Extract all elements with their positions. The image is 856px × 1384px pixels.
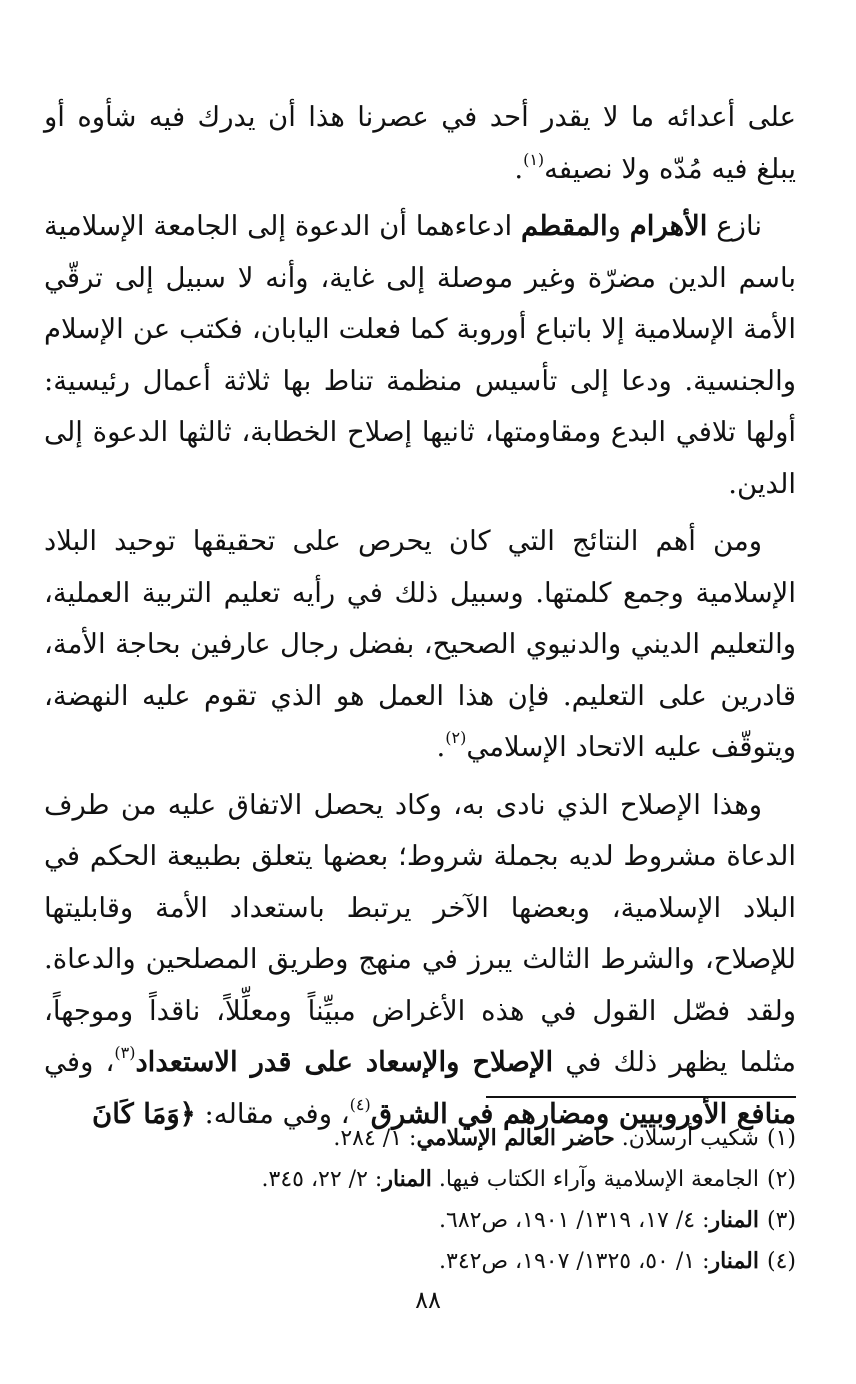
text-run: ، وفي مقاله:	[195, 1097, 350, 1130]
text-run: ، وفي	[44, 1046, 115, 1078]
text-run: ومن أهم النتائج التي كان يحرص على تحقيقها توحيد البلاد الإسلامية وجمع كلمتها. وسبيل ذلك في رأيه تعليم التربية العملية، والتعليم الديني والدنيوي الصحيح، بفضل رجال عارفين بحاجة الأمة، قادرين على التعليم. فإن هذا العمل هو الذي تقوم عليه النهضة، ويتوقّف عليه الاتحاد الإسلامي	[44, 525, 796, 763]
body-text	[44, 92, 796, 1140]
footnote-number: (٢)	[766, 1167, 796, 1192]
paragraph-2	[44, 201, 796, 510]
book-page	[44, 92, 796, 1140]
footnote-1	[44, 1118, 796, 1159]
footnote-ref-4[interactable]: (٤)	[349, 1094, 371, 1114]
text-run: نازع	[707, 210, 762, 242]
text-run: وهذا الإصلاح الذي نادى به، وكاد يحصل الاتفاق عليه من طرف الدعاة مشروط لديه بجملة شروط؛ بعضها يتعلق بطبيعة الحكم في البلاد الإسلامية، وبعضها الآخر يرتبط باستعداد الأمة وقابليتها للإصلاح، والشرط الثالث يبرز في منهج وطريق المصلحين والدعاة. ولقد فصّل القول في هذه الأغراض مبيِّناً ومعلِّلاً، ناقداً وموجهاً، مثلما يظهر ذلك في	[44, 788, 796, 1078]
article-title-islah: الإصلاح والإسعاد على قدر الاستعداد	[135, 1046, 554, 1078]
newspaper-title-al-muqattam: المقطم	[520, 210, 608, 242]
footnote-ref-1[interactable]: (١)	[523, 149, 545, 169]
source-title: المنار	[382, 1166, 432, 1192]
source-title: المنار	[709, 1248, 759, 1274]
newspaper-title-al-ahram: الأهرام	[629, 210, 708, 242]
text-run: .	[436, 731, 446, 763]
source-title: حاضر العالم الإسلامي	[416, 1125, 615, 1151]
article-title-manafi: منافع الأوروبيين ومضارهم في الشرق	[370, 1097, 796, 1130]
quran-quote: ﴿وَمَا كَانَ	[92, 1097, 196, 1130]
footnote-ref-3[interactable]: (٣)	[114, 1043, 136, 1062]
footnote-3	[44, 1200, 796, 1241]
footnote-number: (٣)	[766, 1208, 796, 1233]
footnote-ref-2[interactable]: (٢)	[445, 728, 467, 747]
citation-detail: : ١/ ٢٨٤.	[333, 1126, 417, 1151]
text-run: شكيب أرسلان.	[614, 1126, 759, 1151]
footnote-number: (٤)	[766, 1249, 796, 1274]
text-run: ادعاءهما أن الدعوة إلى الجامعة الإسلامية باسم الدين مضرّة وغير موصلة إلى غاية، وأنه لا سبيل إلى ترقّي الأمة الإسلامية إلا باتباع أوروبة كما فعلت اليابان، فكتب عن الإسلام والجنسية. ودعا إلى تأسيس منظمة تناط بها ثلاثة أعمال رئيسية: أولها تلافي البدع ومقاومتها، ثانيها إصلاح الخطابة، ثالثها الدعوة إلى الدين.	[44, 210, 796, 500]
footnote-separator	[486, 1096, 796, 1098]
paragraph-1	[44, 92, 796, 195]
footnotes	[44, 1118, 796, 1282]
footnote-2	[44, 1159, 796, 1200]
paragraph-3	[44, 516, 796, 774]
text-run: الجامعة الإسلامية وآراء الكتاب فيها.	[431, 1167, 759, 1192]
paragraph-4	[44, 780, 796, 1141]
citation-detail: : ١/ ٥٠، ١٣٢٥/ ١٩٠٧، ص٣٤٢.	[439, 1249, 710, 1274]
citation-detail: : ٢/ ٢٢، ٣٤٥.	[261, 1167, 383, 1192]
citation-detail: : ٤/ ١٧، ١٣١٩/ ١٩٠١، ص٦٨٢.	[439, 1208, 710, 1233]
source-title: المنار	[709, 1207, 759, 1233]
text-run: و	[607, 210, 630, 242]
page-number: ٨٨	[415, 1286, 441, 1314]
footnote-4	[44, 1241, 796, 1282]
text-run: .	[514, 152, 524, 185]
footnote-number: (١)	[766, 1126, 796, 1151]
text-run: على أعدائه ما لا يقدر أحد في عصرنا هذا أن يدرك فيه شأوه أو يبلغ فيه مُدّه ولا نصيفه	[44, 101, 796, 185]
